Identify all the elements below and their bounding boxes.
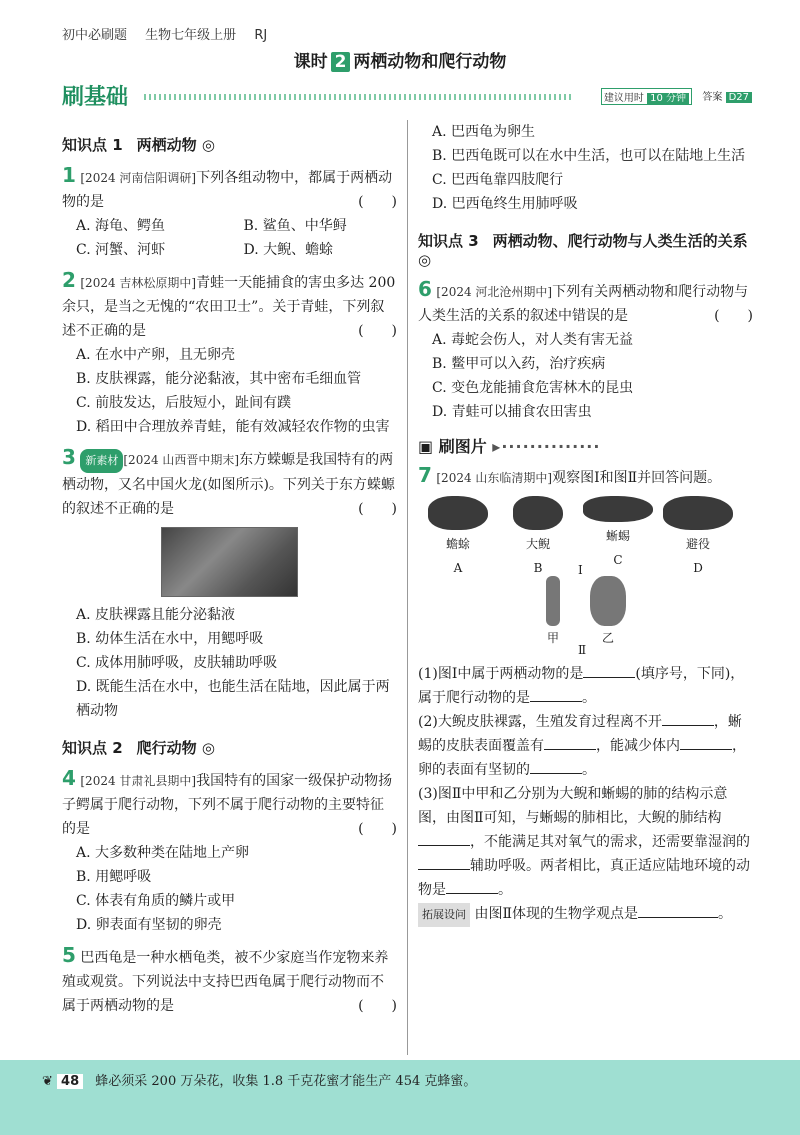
question-stem: 青蛙一天能捕食的害虫多达 200 余只，是当之无愧的“农田卫士”。关于青蛙，下列叙述不正确的是 [62, 275, 396, 339]
picture-icon: ▣ [418, 437, 434, 456]
option-a[interactable]: A. 毒蛇会伤人，对人类有害无益 [432, 332, 634, 348]
question-stem: 下列有关两栖动物和爬行动物与人类生活的关系的叙述中错误的是 [418, 284, 749, 324]
option-a[interactable]: A. 大多数种类在陆地上产卵 [76, 845, 250, 861]
part-2 [418, 710, 753, 782]
part-1-text: (填序号，下同)，属于爬行动物的是 [418, 666, 745, 706]
question-number: 2 [62, 268, 76, 292]
question-3 [62, 445, 397, 723]
animal-d [663, 496, 733, 580]
knowledge-point-1 [62, 134, 397, 155]
option-b[interactable]: B. 皮肤裸露，能分泌黏液，其中密布毛细血管 [76, 371, 362, 387]
question-stem: 观察图Ⅰ和图Ⅱ并回答问题。 [552, 470, 722, 486]
question-5 [62, 943, 397, 1018]
option-d[interactable]: D. 青蛙可以捕食农田害虫 [432, 404, 592, 420]
answer-label: 答案 [702, 92, 723, 103]
option-a[interactable]: A. 海龟、鳄鱼 [76, 218, 166, 234]
question-number: 7 [418, 463, 432, 487]
kp1-label: 知识点 1 [62, 136, 123, 154]
answer-ref [702, 88, 752, 103]
answer-paren[interactable]: ( ) [358, 501, 397, 517]
target-icon: ◎ [201, 739, 216, 757]
question-number: 1 [62, 163, 76, 187]
answer-blank[interactable] [662, 711, 714, 726]
option-c[interactable]: C. 巴西龟靠四肢爬行 [432, 172, 564, 188]
figure-animals-lungs [418, 496, 753, 656]
part-1 [418, 662, 753, 710]
answer-blank[interactable] [418, 831, 470, 846]
option-c[interactable]: C. 变色龙能捕食危害林木的昆虫 [432, 380, 634, 396]
knowledge-point-3 [418, 230, 753, 269]
right-column [418, 120, 753, 933]
answer-paren[interactable]: ( ) [358, 821, 397, 837]
question-4 [62, 766, 397, 937]
question-source: [2024 山西晋中期末] [123, 453, 240, 467]
option-d[interactable]: D. 既能生活在水中，也能生活在陆地，因此属于两栖动物 [76, 679, 390, 719]
answer-page: D27 [726, 92, 752, 103]
lung-jia-image [546, 576, 560, 626]
header-book: 初中必刷题 [62, 28, 128, 43]
lizard-image [583, 496, 653, 522]
answer-blank[interactable] [418, 855, 470, 870]
part-3-text: ，不能满足其对氧气的需求，还需要靠湿润的 [470, 834, 750, 850]
header-subject: 生物七年级上册 [145, 28, 237, 43]
option-a[interactable]: A. 巴西龟为卵生 [432, 124, 536, 140]
kp3-title: 两栖动物、爬行动物与人类生活的关系 [492, 232, 748, 250]
footer-quote: 蜂必须采 200 万朵花，收集 1.8 千克花蜜才能生产 454 克蜂蜜。 [95, 1074, 477, 1089]
part-2-text: ，能减少体内 [596, 738, 680, 754]
option-a[interactable]: A. 在水中产卵，且无卵壳 [76, 347, 236, 363]
question-source: [2024 吉林松原期中] [80, 276, 197, 290]
picture-section-title [418, 434, 753, 457]
extension-end: 。 [717, 906, 732, 922]
answer-blank[interactable] [544, 735, 596, 750]
answer-paren[interactable]: ( ) [358, 323, 397, 339]
option-b[interactable]: B. 鲨鱼、中华鲟 [243, 218, 347, 234]
animal-letter: A [453, 561, 463, 575]
column-divider [407, 120, 408, 1055]
answer-blank[interactable] [583, 663, 635, 678]
options [62, 214, 397, 262]
lesson-number: 2 [331, 52, 351, 72]
question-5-options [418, 120, 753, 216]
lesson-title [0, 47, 800, 72]
option-a[interactable]: A. 皮肤裸露且能分泌黏液 [76, 607, 236, 623]
part-2-text: ，卵的表面有坚韧的 [418, 738, 746, 778]
running-header [62, 24, 281, 43]
part-2-text: 。 [582, 762, 596, 778]
figure-2-label: Ⅱ [578, 643, 587, 657]
figure-1-label: Ⅰ [578, 563, 583, 577]
lung-jia [546, 576, 560, 650]
answer-paren[interactable]: ( ) [358, 194, 397, 210]
extension-label: 拓展设问 [418, 903, 470, 927]
option-b[interactable]: B. 用鳃呼吸 [76, 869, 152, 885]
animal-a [428, 496, 488, 580]
lesson-prefix: 课时 [293, 52, 328, 72]
option-c[interactable]: C. 体表有角质的鳞片或甲 [76, 893, 236, 909]
part-3-text: 。 [498, 882, 512, 898]
question-6 [418, 277, 753, 424]
header-edition: RJ [254, 28, 268, 43]
answer-paren[interactable]: ( ) [714, 308, 753, 324]
question-1 [62, 163, 397, 262]
question-source: [2024 山东临清期中] [436, 471, 553, 485]
knowledge-point-2 [62, 737, 397, 758]
time-value: 10 分钟 [647, 93, 689, 104]
question-number: 4 [62, 766, 76, 790]
option-c[interactable]: C. 前肢发达，后肢短小，趾间有蹼 [76, 395, 292, 411]
answer-blank[interactable] [530, 687, 582, 702]
lesson-name: 两栖动物和爬行动物 [353, 52, 507, 72]
option-c[interactable]: C. 成体用肺呼吸，皮肤辅助呼吸 [76, 655, 278, 671]
animal-name: 蟾蜍 [445, 537, 470, 551]
lung-jia-label: 甲 [546, 631, 559, 645]
page-footer [0, 1060, 800, 1135]
banner-divider [144, 94, 572, 100]
part-3 [418, 782, 753, 902]
option-b[interactable]: B. 鳖甲可以入药，治疗疾病 [432, 356, 606, 372]
question-stem: 东方蝾螈是我国特有的两栖动物，又名中国火龙(如图所示)。下列关于东方蝾螈的叙述不正确的是 [62, 452, 395, 517]
option-b[interactable]: B. 幼体生活在水中，用鳃呼吸 [76, 631, 264, 647]
extension-text: 由图Ⅱ体现的生物学观点是 [474, 906, 638, 922]
question-2 [62, 268, 397, 439]
part-2-text: (2)大鲵皮肤裸露，生殖发育过程离不开 [418, 714, 662, 730]
question-7 [418, 463, 753, 927]
option-c[interactable]: C. 河蟹、河虾 [76, 242, 166, 258]
question-source: [2024 甘肃礼县期中] [80, 774, 197, 788]
option-d[interactable]: D. 大鲵、蟾蜍 [243, 242, 334, 258]
picture-title: 刷图片 [438, 437, 487, 456]
animal-name: 蜥蜴 [605, 529, 630, 543]
target-icon: ◎ [418, 251, 432, 269]
kp1-title: 两栖动物 [136, 136, 197, 154]
answer-blank[interactable] [446, 879, 498, 894]
suggested-time [601, 88, 692, 105]
part-3-text: 辅助呼吸。两者相比，真正适应陆地环境的动物是 [418, 858, 750, 898]
part-3-text: (3)图Ⅱ中甲和乙分别为大鲵和蜥蜴的肺的结构示意图，由图Ⅱ可知，与蜥蜴的肺相比，大鲵的肺结构 [418, 786, 728, 826]
part-2-text: ，蜥蜴的皮肤表面覆盖有 [418, 714, 742, 754]
lung-yi-label: 乙 [601, 631, 614, 645]
question-source: [2024 河南信阳调研] [80, 171, 197, 185]
answer-blank[interactable] [638, 903, 718, 918]
lung-yi-image [590, 576, 626, 626]
question-number: 6 [418, 277, 432, 301]
question-stem: 下列各组动物中，都属于两栖动物的是 [62, 170, 393, 210]
dotted-arrow: ▸·············· [492, 437, 601, 456]
kp3-label: 知识点 3 [418, 232, 479, 250]
section-banner [62, 78, 752, 112]
toad-image [428, 496, 488, 530]
chameleon-image [663, 496, 733, 530]
answer-paren[interactable]: ( ) [358, 998, 397, 1014]
salamander-image [513, 496, 563, 530]
kp2-label: 知识点 2 [62, 739, 123, 757]
time-label: 建议用时 [603, 93, 644, 104]
option-d[interactable]: D. 巴西龟终生用肺呼吸 [432, 196, 578, 212]
animal-c [583, 496, 653, 572]
kp2-title: 爬行动物 [136, 739, 197, 757]
question-number: 3 [62, 445, 76, 469]
target-icon: ◎ [201, 136, 216, 154]
animal-b [513, 496, 563, 580]
left-column [62, 120, 397, 1024]
answer-blank[interactable] [680, 735, 732, 750]
animal-letter: B [533, 561, 543, 575]
answer-blank[interactable] [530, 759, 582, 774]
question-source: [2024 河北沧州期中] [436, 285, 553, 299]
animal-letter: C [613, 553, 623, 567]
lung-yi [590, 576, 626, 650]
newt-photo [161, 527, 298, 597]
extension-question [418, 902, 753, 927]
animal-letter: D [693, 561, 703, 575]
page-number: 48 [57, 1074, 83, 1089]
question-stem: 巴西龟是一种水栖龟类，被不少家庭当作宠物来养殖或观赏。下列说法中支持巴西龟属于爬行动物而不属于两栖动物的是 [62, 950, 389, 1014]
banner-logo: 刷基础 [62, 85, 129, 110]
footer-content [42, 1070, 476, 1089]
option-d[interactable]: D. 卵表面有坚韧的卵壳 [76, 917, 222, 933]
option-d[interactable]: D. 稻田中合理放养青蛙，能有效减轻农作物的虫害 [76, 419, 390, 435]
option-b[interactable]: B. 巴西龟既可以在水中生活，也可以在陆地上生活 [432, 148, 746, 164]
footer-leaf-icon: ❦ [42, 1074, 53, 1089]
new-material-badge: 新素材 [80, 449, 123, 473]
part-1-text: 。 [582, 690, 596, 706]
question-number: 5 [62, 943, 76, 967]
part-1-text: (1)图Ⅰ中属于两栖动物的是 [418, 666, 584, 682]
question-stem: 我国特有的国家一级保护动物扬子鳄属于爬行动物，下列不属于爬行动物的主要特征的是 [62, 773, 393, 837]
animal-name: 大鲵 [525, 537, 550, 551]
animal-name: 避役 [685, 537, 710, 551]
